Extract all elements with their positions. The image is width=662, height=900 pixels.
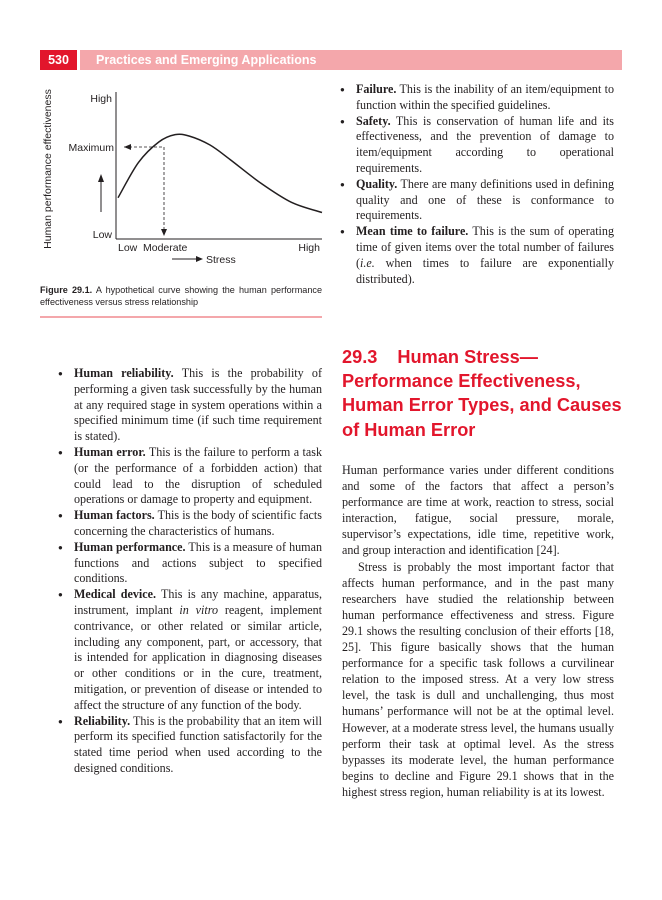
definition-term: Failure. — [356, 82, 397, 96]
running-header — [40, 50, 622, 70]
definition-failure — [338, 82, 614, 114]
y-axis-arrow-head — [98, 174, 104, 182]
y-tick-high: High — [90, 93, 112, 105]
definition-human-factors — [56, 508, 322, 540]
definition-human-reliability — [56, 366, 322, 445]
definition-text: There are many definitions used in defining quality and one of these is conformance to requirements. — [356, 176, 614, 223]
caption-text: A hypothetical curve showing the human performance effectiveness versus stress relationship — [40, 285, 323, 308]
running-title: Practices and Emerging Applications — [80, 50, 622, 70]
x-tick-high: High — [298, 242, 320, 254]
definition-term: Safety. — [356, 113, 391, 128]
definition-term: Reliability. — [74, 713, 131, 728]
caption-rule — [40, 316, 322, 318]
caption-label: Figure 29.1. — [40, 285, 93, 295]
definition-quality — [338, 177, 614, 224]
definition-medical-device — [56, 587, 322, 713]
stress-performance-chart — [38, 84, 324, 274]
y-tick-maximum: Maximum — [68, 142, 114, 154]
performance-curve — [118, 134, 322, 212]
section-number: 29.3 — [342, 347, 378, 367]
page-number: 530 — [40, 50, 77, 70]
paragraph-2: Stress is probably the most important factor that affects human performance, and in the past many researchers have studied the relationship between human performance effectiveness and stress. Figure 29.1 shows the resulting conclusion of their efforts [18, 25]. This figure basically shows that the human performance for a specific task follows a curvilinear relation to the imposed stress. At a very low stress level, the task is dull and unchallenging, thus most humans’ performance will not be at the optimal level. However, at a moderate stress level, the humans usually perform their task at optimal level. As the stress bypasses its moderate level, the human performance begins to decline and Figure 29.1 shows that in the highest stress region, human reliability is at its lowest. — [342, 559, 614, 799]
definition-italic: i.e. — [360, 255, 375, 270]
y-axis-label: Human performance effectiveness — [42, 89, 54, 249]
definition-text: This is conservation of human life and its effectiveness, and the prevention of damage to item/equipment according to operational requirements. — [356, 113, 614, 175]
definition-text: This is a measure of human functions and actions subject to specified conditions. — [74, 539, 322, 586]
definition-term: Mean time to failure. — [356, 224, 469, 239]
definition-term: Human factors. — [74, 508, 155, 523]
definition-text: This is the failure to perform a task (or the performance of a forbidden action) that could lead to the disruption of scheduled operations or damage to property and equipment. — [74, 444, 323, 507]
figure-caption — [40, 284, 322, 309]
definition-text: This is the body of scientific facts concerning the characteristics of humans. — [74, 508, 322, 538]
definitions-list-right — [338, 82, 614, 287]
definition-term: Medical device. — [74, 587, 157, 602]
x-axis-label: Stress — [206, 254, 236, 266]
definition-text: This is the probability of performing a given task successfully by the human at any required stage in system operations within a specified minimum time (if such time requirement is stated). — [74, 366, 322, 444]
definition-text: when times to failure are exponentially distributed). — [356, 255, 614, 286]
figure-29-1 — [38, 84, 324, 274]
section-body — [342, 462, 614, 800]
x-tick-low: Low — [118, 242, 138, 254]
definition-reliability — [56, 714, 322, 777]
definition-mean-time-to-failure — [338, 224, 614, 287]
definition-text: This is the probability that an item will perform its specified function satisfactorily for the stated time period when used according to the designed conditions. — [74, 713, 322, 775]
x-tick-moderate: Moderate — [143, 242, 188, 254]
y-tick-low: Low — [92, 229, 112, 241]
definition-text: reagent, implement contrivance, or other related or similar article, including any component, part, or accessory, that is intended for application in diagnosing diseases or other conditions or in the cure, treatment, mitigation, or prevention of disease or intended to affect the structure of any function of the body. — [74, 602, 323, 712]
definition-term: Quality. — [356, 176, 398, 191]
x-axis-arrow-head — [196, 256, 203, 262]
definition-safety — [338, 114, 614, 177]
maximum-arrow-head — [124, 144, 131, 150]
definition-text: This is the inability of an item/equipment to function within the specified guidelines. — [356, 82, 614, 112]
section-title-text: Human Stress—Performance Effectiveness, Human Error Types, and Causes of Human Error — [342, 347, 622, 440]
definition-text: This is any machine, apparatus, instrument, implant — [74, 587, 322, 617]
section-heading — [342, 345, 624, 442]
definition-italic: in vitro — [179, 602, 219, 617]
definition-term: Human performance. — [74, 539, 186, 554]
definition-term: Human reliability. — [74, 366, 174, 380]
definition-human-performance — [56, 540, 322, 587]
definitions-list-left — [56, 366, 322, 777]
paragraph-1: Human performance varies under different conditions and some of the factors that affect a person’s performance are time at work, reaction to stress, social interaction, fatigue, social pressure, morale, supervisor’s expectations, idle time, repetitive work, and group interaction and identification [24]. — [342, 463, 614, 558]
definition-text: This is the sum of operating time of given items over the total number of failures ( — [356, 224, 615, 270]
definition-term: Human error. — [74, 444, 146, 459]
definition-human-error — [56, 445, 322, 508]
moderate-arrow-head — [161, 229, 167, 236]
